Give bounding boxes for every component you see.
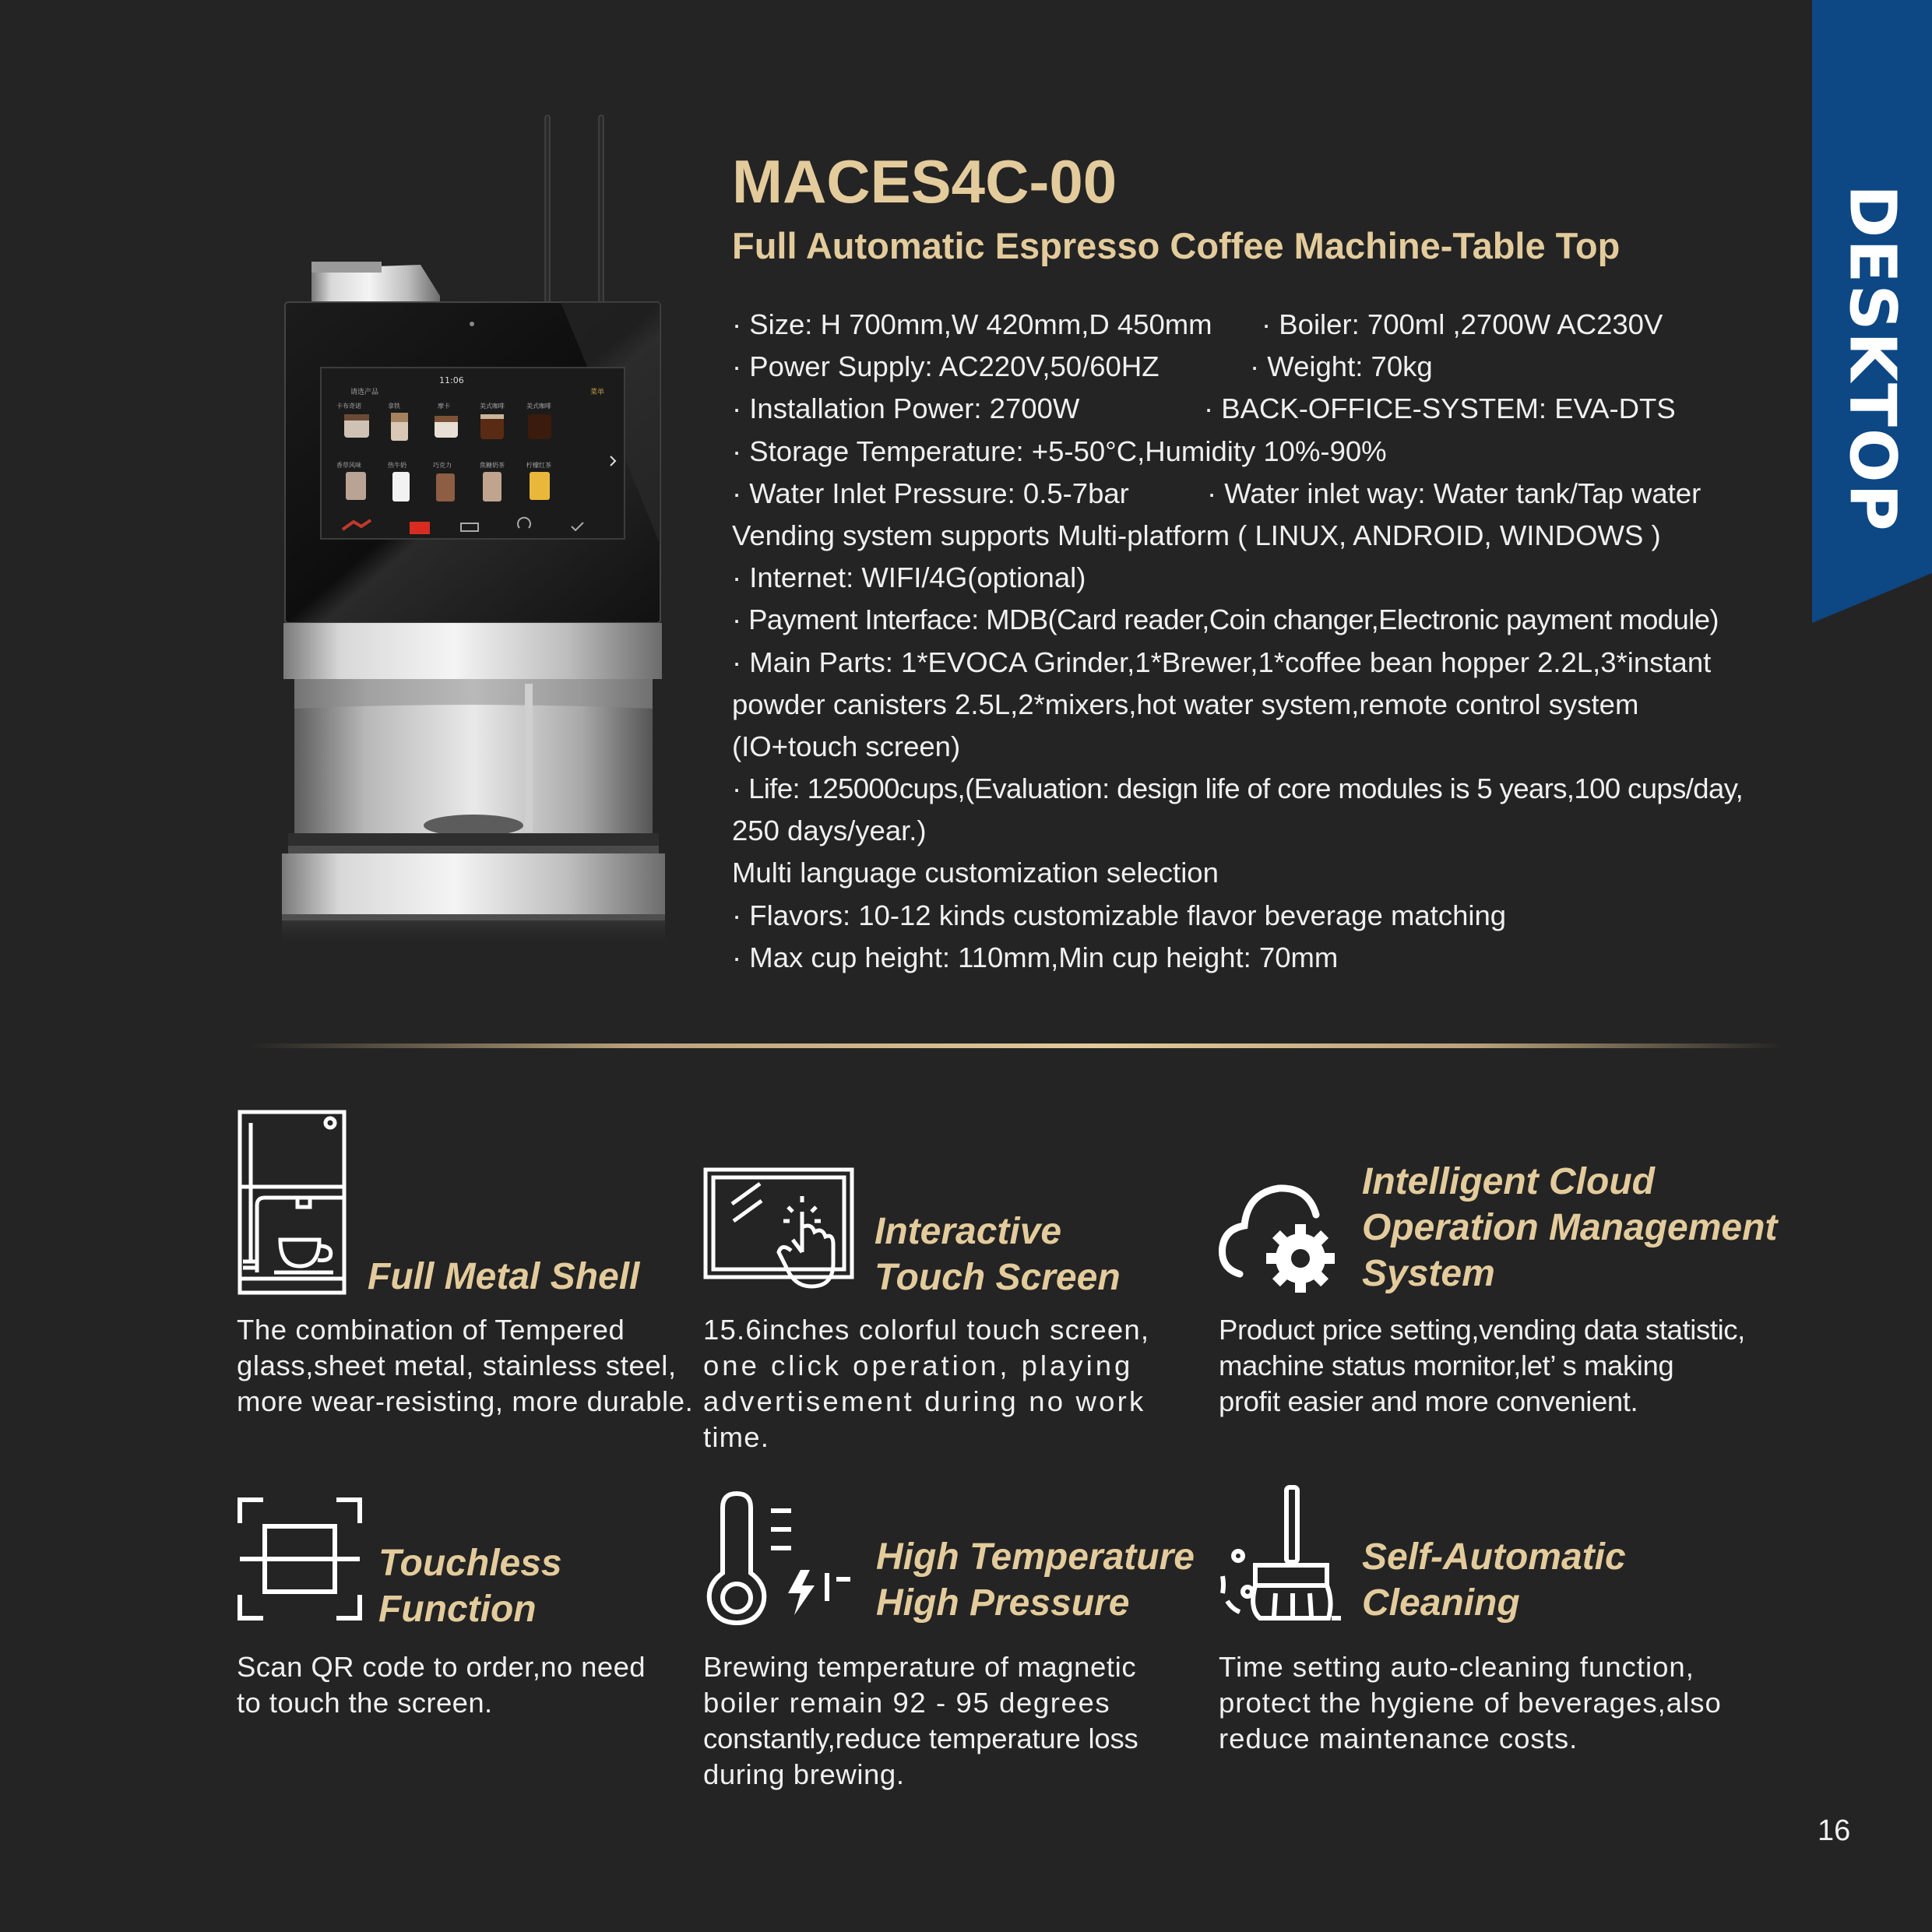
feature-title-self-cleaning: Self-Automatic Cleaning bbox=[1362, 1536, 1626, 1624]
screen-row1-label-2: 拿铁 bbox=[388, 403, 400, 410]
screen-row2-label-5: 柠檬红茶 bbox=[526, 462, 551, 469]
spec-line: · Water Inlet Pressure: 0.5-7bar · Water inlet way: Water tank/Tap water bbox=[732, 477, 1701, 509]
feature-desc-high-temp-pressure: Brewing temperature of magnetic boiler remain 92 - 95 degrees constantly,reduce temperature loss during brewing. bbox=[703, 1651, 1138, 1790]
feature-desc-touch-screen: 15.6inches colorful touch screen, one click operation, playing advertisement during no work time. bbox=[703, 1314, 1150, 1453]
screen-time: 11:06 bbox=[439, 375, 464, 385]
spec-line: Multi language customization selection bbox=[732, 857, 1219, 889]
screen-row1-label-4: 美式咖啡 bbox=[480, 403, 505, 410]
spec-line: · Max cup height: 110mm,Min cup height: 70mm bbox=[732, 941, 1339, 973]
feature-title-touch-screen: Interactive Touch Screen bbox=[875, 1211, 1121, 1298]
screen-header-left: 请选产品 bbox=[350, 389, 379, 396]
spec-line: · Storage Temperature: +5-50°C,Humidity 10%-90% bbox=[732, 435, 1387, 467]
screen-row1-label-3: 摩卡 bbox=[438, 403, 450, 410]
spec-line: (IO+touch screen) bbox=[732, 730, 961, 762]
spec-line: · Installation Power: 2700W · BACK-OFFICE-SYSTEM: EVA-DTS bbox=[732, 392, 1676, 425]
spec-list bbox=[732, 304, 1744, 979]
coffee-machine-icon bbox=[234, 1106, 350, 1300]
touch-screen-icon bbox=[701, 1165, 857, 1297]
feature-title-high-temp-pressure: High Temperature High Pressure bbox=[876, 1536, 1195, 1624]
product-subtitle: Full Automatic Espresso Coffee Machine-Table Top bbox=[732, 225, 1621, 266]
spec-line: 250 days/year.) bbox=[732, 815, 927, 847]
screen-row2-label-2: 热牛奶 bbox=[388, 462, 406, 469]
feature-title-cloud-management: Intelligent Cloud Operation Management System bbox=[1362, 1161, 1778, 1294]
cloud-gear-icon bbox=[1216, 1174, 1341, 1296]
spec-line: · Payment Interface: MDB(Card reader,Coin changer,Electronic payment module) bbox=[732, 604, 1719, 636]
coffee-machine-image bbox=[265, 109, 685, 950]
screen-header-right: 菜单 bbox=[590, 389, 605, 396]
screen-row1-label-1: 卡布奇诺 bbox=[336, 403, 361, 410]
spec-line: powder canisters 2.5L,2*mixers,hot water system,remote control system bbox=[732, 688, 1639, 720]
feature-desc-touchless: Scan QR code to order,no need to touch the screen. bbox=[237, 1651, 646, 1719]
screen-row2-label-1: 香草风味 bbox=[336, 462, 361, 469]
section-divider bbox=[249, 1043, 1783, 1048]
scan-frame-icon bbox=[237, 1497, 363, 1621]
feature-desc-self-cleaning: Time setting auto-cleaning function, protect the hygiene of beverages,also reduce maintenance costs. bbox=[1219, 1651, 1722, 1754]
screen-row1-label-5: 美式咖啡 bbox=[526, 403, 551, 410]
screen-row2-label-4: 焦糖奶茶 bbox=[480, 462, 505, 469]
cleaning-brush-icon bbox=[1216, 1484, 1341, 1621]
spec-line: · Size: H 700mm,W 420mm,D 450mm · Boiler: 700ml ,2700W AC230V bbox=[732, 308, 1663, 340]
model-title: MACES4C-00 bbox=[732, 147, 1117, 216]
thermometer-icon bbox=[701, 1489, 857, 1626]
feature-title-full-metal-shell: Full Metal Shell bbox=[368, 1256, 640, 1297]
feature-title-touchless: Touchless Function bbox=[378, 1543, 562, 1630]
spec-line: · Power Supply: AC220V,50/60HZ · Weight: 70kg bbox=[732, 350, 1433, 383]
spec-line: · Life: 125000cups,(Evaluation: design life of core modules is 5 years,100 cups/day, bbox=[732, 772, 1744, 805]
spec-line: · Flavors: 10-12 kinds customizable flavor beverage matching bbox=[732, 899, 1507, 931]
screen-row2-label-3: 巧克力 bbox=[433, 462, 452, 469]
feature-desc-cloud-management: Product price setting,vending data statistic, machine status mornitor,let’ s making profit easier and more convenient. bbox=[1219, 1314, 1745, 1417]
side-banner-label: DESKTOP bbox=[1835, 184, 1909, 533]
spec-line: Vending system supports Multi-platform ( LINUX, ANDROID, WINDOWS ) bbox=[732, 519, 1661, 551]
spec-line: · Internet: WIFI/4G(optional) bbox=[732, 561, 1086, 594]
page-number: 16 bbox=[1818, 1814, 1851, 1847]
spec-line: · Main Parts: 1*EVOCA Grinder,1*Brewer,1*coffee bean hopper 2.2L,3*instant bbox=[732, 646, 1712, 678]
feature-desc-full-metal-shell: The combination of Tempered glass,sheet metal, stainless steel, more wear-resisting, more durable. bbox=[237, 1314, 694, 1417]
